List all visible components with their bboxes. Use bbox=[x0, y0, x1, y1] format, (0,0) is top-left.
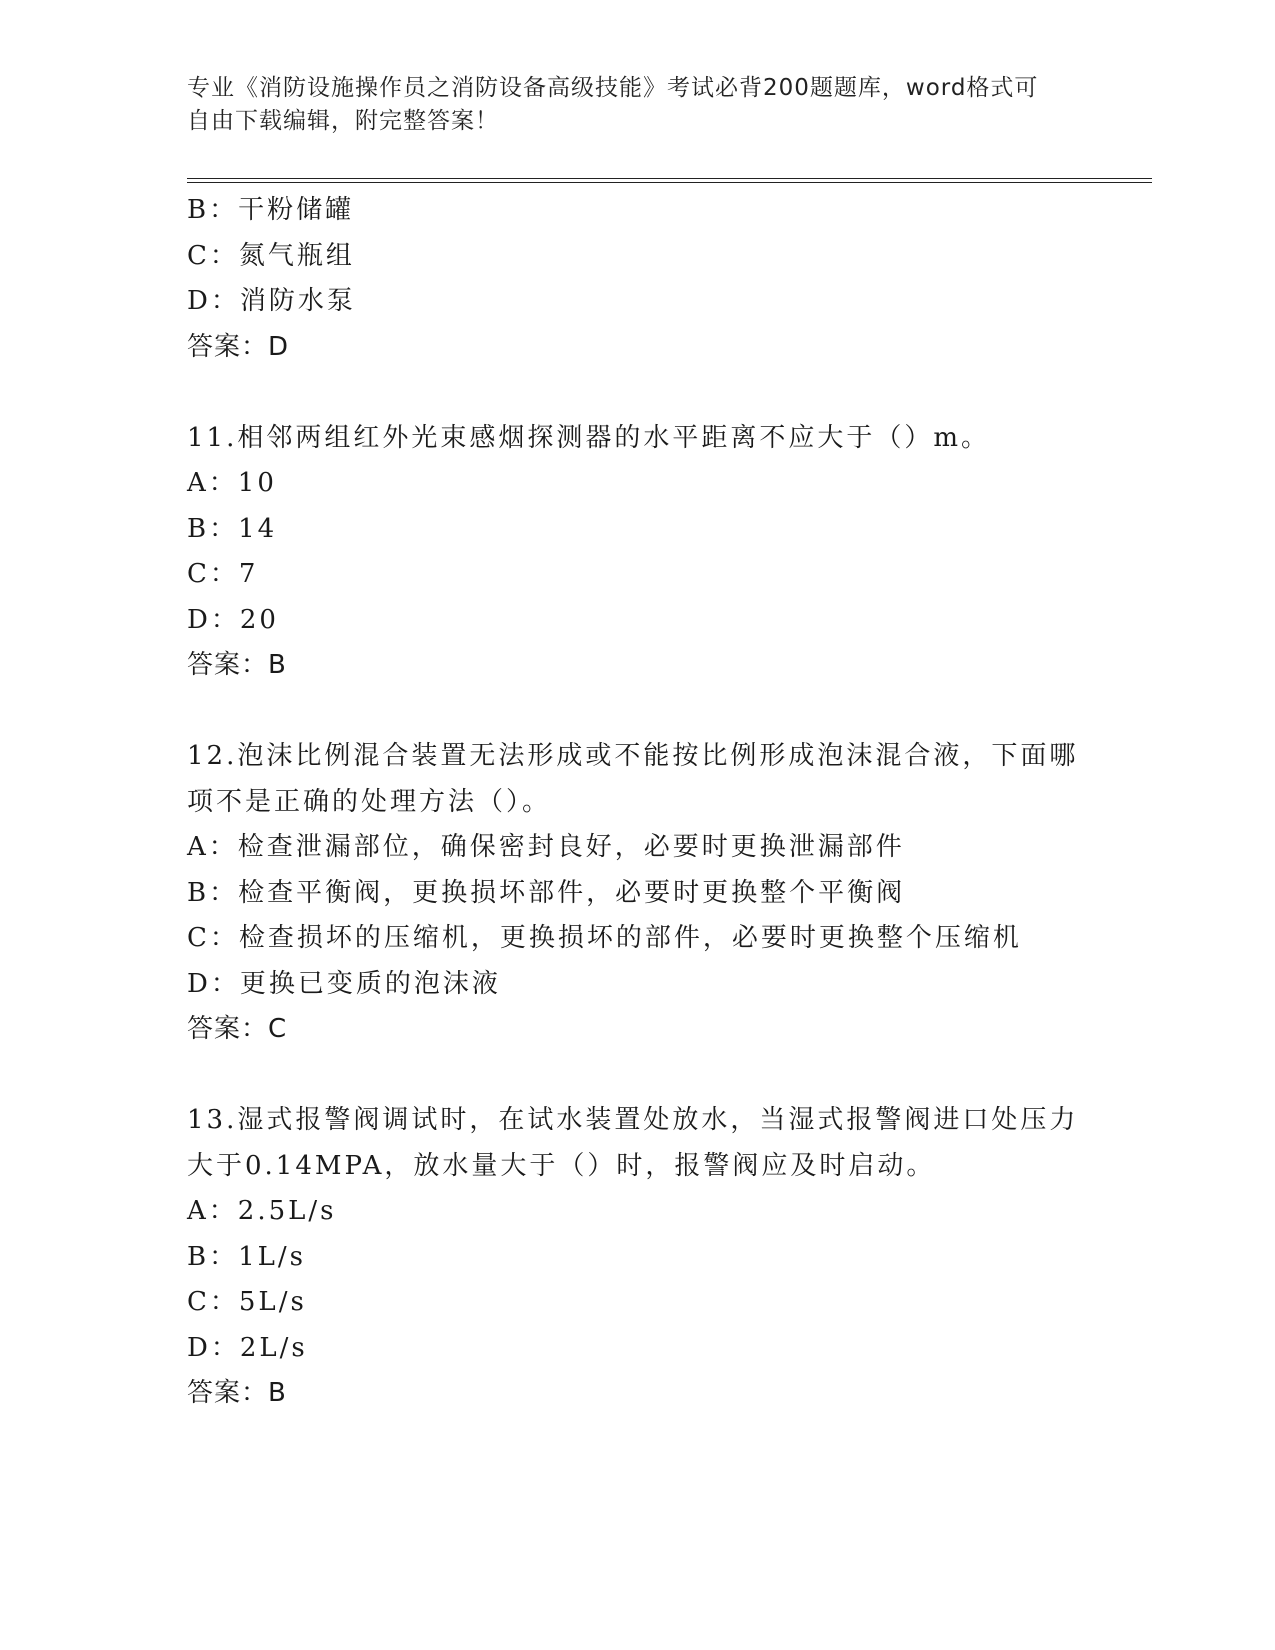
option-d: D：消防水泵 bbox=[187, 286, 356, 316]
answer: 答案：B bbox=[187, 1378, 287, 1408]
option-c: C：检查损坏的压缩机，更换损坏的部件，必要时更换整个压缩机 bbox=[187, 923, 1022, 953]
option-d: D：2L/s bbox=[187, 1332, 308, 1363]
question-10 bbox=[187, 188, 1087, 370]
question-text-line-2: 大于0.14MPA，放水量大于（）时，报警阀应及时启动。 bbox=[187, 1150, 936, 1181]
answer: 答案：D bbox=[187, 331, 290, 362]
option-c: C：氮气瓶组 bbox=[187, 240, 355, 271]
page-header bbox=[187, 72, 1087, 138]
option-b: B：14 bbox=[187, 513, 278, 544]
question-text-line-2: 项不是正确的处理方法（）。 bbox=[187, 786, 552, 817]
question-text: 11.相邻两组红外光束感烟探测器的水平距离不应大于（）m。 bbox=[187, 422, 991, 453]
header-divider bbox=[187, 178, 1152, 183]
option-a: A：10 bbox=[187, 468, 277, 498]
question-12 bbox=[187, 734, 1087, 1053]
answer: 答案：B bbox=[187, 650, 287, 680]
question-11 bbox=[187, 416, 1087, 689]
option-a: A：检查泄漏部位，确保密封良好，必要时更换泄漏部件 bbox=[187, 832, 905, 862]
question-list bbox=[187, 188, 1087, 1417]
header-line-2: 自由下载编辑，附完整答案！ bbox=[187, 108, 499, 134]
question-text-line-1: 12.泡沫比例混合装置无法形成或不能按比例形成泡沫混合液，下面哪 bbox=[187, 741, 1079, 771]
option-b: B：干粉储罐 bbox=[187, 195, 355, 225]
question-13 bbox=[187, 1098, 1087, 1417]
option-d: D：更换已变质的泡沫液 bbox=[187, 968, 501, 999]
question-text-line-1: 13.湿式报警阀调试时，在试水装置处放水，当湿式报警阀进口处压力 bbox=[187, 1105, 1079, 1135]
option-d: D：20 bbox=[187, 604, 279, 635]
header-line-1: 专业《消防设施操作员之消防设备高级技能》考试必背200题题库，word格式可 bbox=[187, 75, 1039, 101]
option-c: C：5L/s bbox=[187, 1287, 307, 1317]
option-a: A：2.5L/s bbox=[187, 1196, 337, 1226]
option-c: C：7 bbox=[187, 559, 259, 589]
option-b: B：检查平衡阀，更换损坏部件，必要时更换整个平衡阀 bbox=[187, 877, 906, 908]
option-b: B：1L/s bbox=[187, 1241, 307, 1272]
answer: 答案：C bbox=[187, 1014, 288, 1044]
